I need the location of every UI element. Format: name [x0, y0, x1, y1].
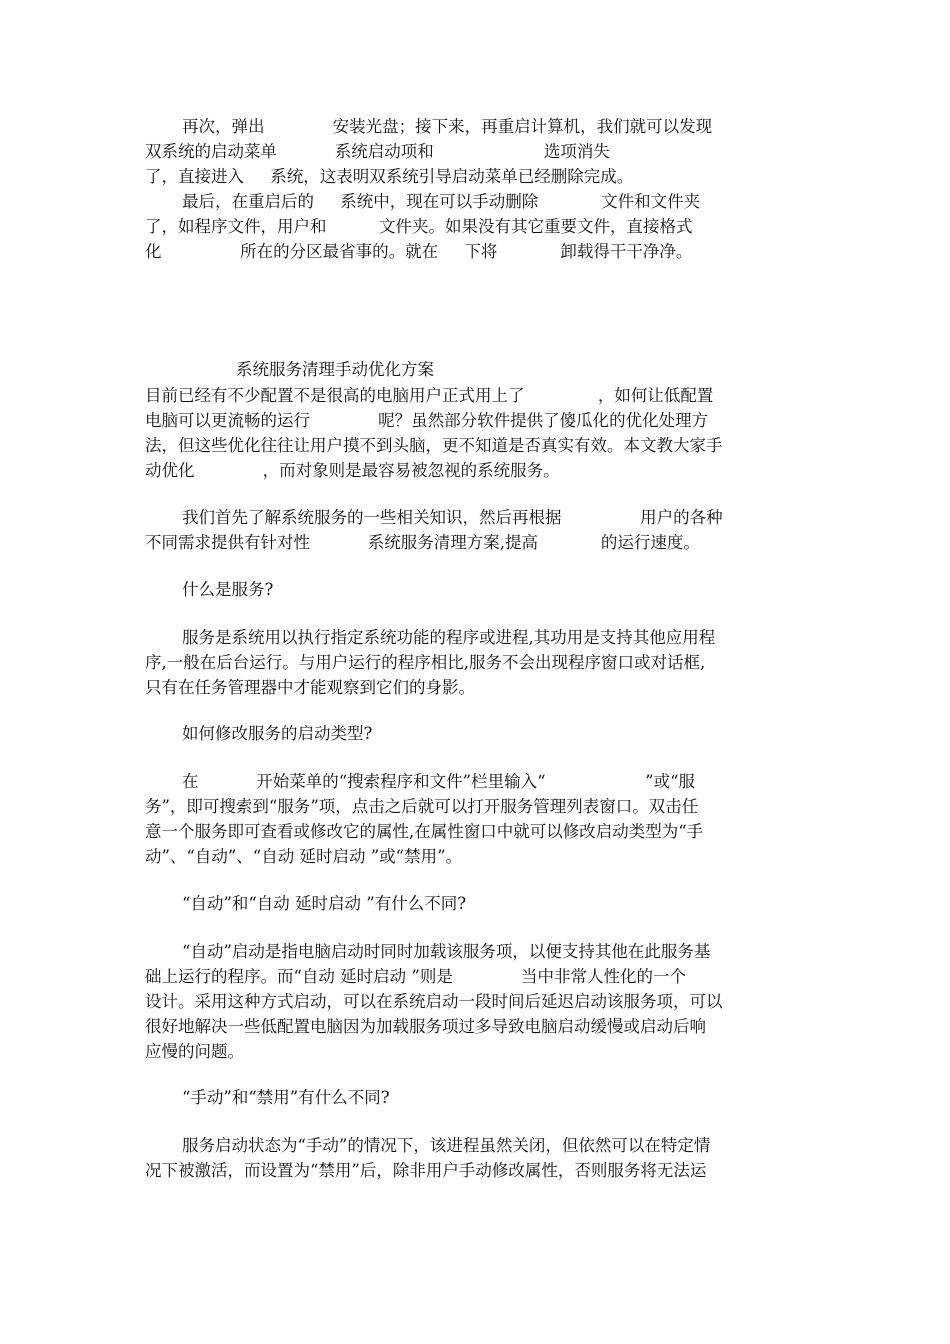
- paragraph-line: “自动”启动是指电脑启动时同时加载该服务项，以便支持其他在此服务基: [182, 942, 711, 961]
- paragraph-line: 动”、“自动”、“自动 延时启动 ”或“禁用”。: [145, 847, 463, 866]
- paragraph-line: 服务是系统用以执行指定系统功能的程序或进程,其功用是支持其他应用程: [182, 628, 716, 647]
- paragraph-line: 础上运行的程序。而“自动 延时启动 ”则是 当中非常人性化的一个: [145, 967, 687, 986]
- paragraph-line: 法，但这些优化往往让用户摸不到头脑，更不知道是否真实有效。本文教大家手: [145, 436, 723, 455]
- question-heading: “自动”和“自动 延时启动 ”有什么不同?: [182, 894, 467, 913]
- question-heading: 如何修改服务的启动类型?: [182, 724, 373, 743]
- paragraph-line: 我们首先了解系统服务的一些相关知识，然后再根据 用户的各种: [182, 508, 723, 527]
- paragraph-line: 最后，在重启后的 系统中，现在可以手动删除 文件和文件夹: [182, 192, 701, 211]
- section-title: 系统服务清理手动优化方案: [236, 360, 434, 379]
- paragraph-line: 意一个服务即可查看或修改它的属性,在属性窗口中就可以修改启动类型为“手: [145, 822, 704, 841]
- paragraph-line: 很好地解决一些低配置电脑因为加载服务项过多导致电脑启动缓慢或启动后响: [145, 1017, 706, 1036]
- paragraph-line: 再次，弹出 安装光盘；接下来，再重启计算机，我们就可以发现: [182, 117, 713, 136]
- paragraph-line: 设计。采用这种方式启动，可以在系统启动一段时间后延迟启动该服务项，可以: [145, 992, 723, 1011]
- paragraph-line: 化 所在的分区最省事的。就在 下将 卸载得干干净净。: [145, 242, 693, 261]
- paragraph-line: 务”，即可搜索到“服务”项，点击之后就可以打开服务管理列表窗口。双击任: [145, 797, 699, 816]
- paragraph-line: 电脑可以更流畅的运行 呢？虽然部分软件提供了傻瓜化的优化处理方: [145, 411, 709, 430]
- paragraph-line: 在 开始菜单的“搜索程序和文件”栏里输入“ ”或“服: [182, 772, 696, 791]
- paragraph-line: 了，直接进入 系统，这表明双系统引导启动菜单已经删除完成。: [145, 167, 634, 186]
- paragraph-line: 目前已经有不少配置不是很高的电脑用户正式用上了 ，如何让低配置: [145, 386, 714, 405]
- paragraph-line: 况下被激活，而设置为“禁用”后，除非用户手动修改属性，否则服务将无法运: [145, 1161, 707, 1180]
- paragraph-line: 服务启动状态为“手动”的情况下，该进程虽然关闭，但依然可以在特定情: [182, 1136, 711, 1155]
- paragraph-line: 序,一般在后台运行。与用户运行的程序相比,服务不会出现程序窗口或对话框,: [145, 653, 706, 672]
- question-heading: “手动”和“禁用”有什么不同?: [182, 1088, 390, 1107]
- paragraph-line: 动优化 ，而对象则是最容易被忽视的系统服务。: [145, 461, 560, 480]
- paragraph-line: 双系统的启动菜单 系统启动项和 选项消失: [145, 142, 610, 161]
- paragraph-line: 应慢的问题。: [145, 1042, 244, 1061]
- question-heading: 什么是服务?: [182, 580, 274, 599]
- paragraph-line: 只有在任务管理器中才能观察到它们的身影。: [145, 678, 475, 697]
- paragraph-line: 了，如程序文件，用户和 文件夹。如果没有其它重要文件，直接格式: [145, 217, 693, 236]
- paragraph-line: 不同需求提供有针对性 系统服务清理方案,提高 的运行速度。: [145, 533, 700, 552]
